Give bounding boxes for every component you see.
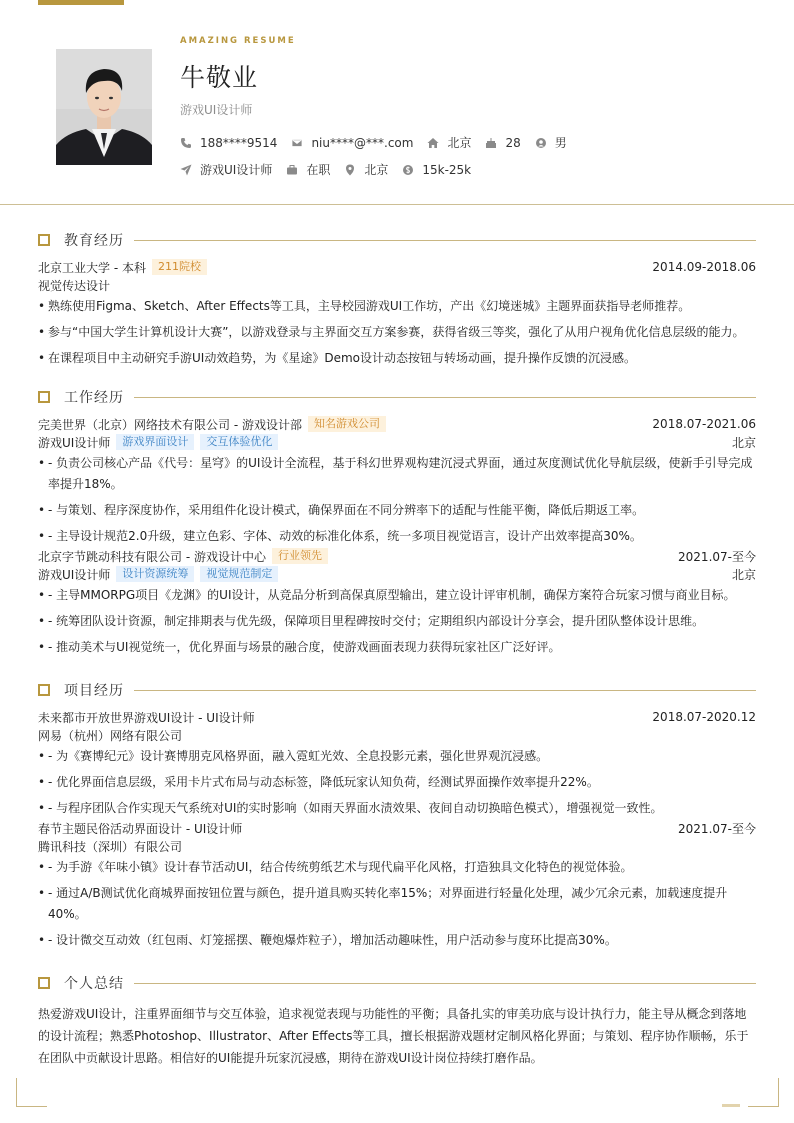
summary-section-title: 个人总结 bbox=[64, 976, 124, 992]
project-1 bbox=[38, 708, 756, 819]
work-job-2 bbox=[38, 547, 756, 658]
mail-icon bbox=[291, 137, 303, 149]
job-role-row bbox=[38, 565, 756, 583]
contact-target-job bbox=[180, 161, 272, 178]
education-section-header bbox=[38, 230, 756, 250]
list-item: • - 优化界面信息层级，采用卡片式布局与动态标签，降低玩家认知负荷，经测试界面操作效率提升22%。 bbox=[38, 772, 756, 793]
resume-tagline: AMAZING RESUME bbox=[180, 36, 296, 46]
project-bullets bbox=[38, 857, 756, 951]
contact-location bbox=[344, 161, 388, 178]
location-pin-icon bbox=[344, 164, 356, 176]
job-header-row bbox=[38, 547, 756, 565]
contact-location-text: 北京 bbox=[364, 163, 389, 177]
job-role-tag: 设计资源统筹 bbox=[116, 566, 194, 582]
job-company: 北京字节跳动科技有限公司 - 游戏设计中心 bbox=[38, 549, 266, 564]
bottom-right-corner-ornament bbox=[748, 1078, 779, 1107]
contact-email bbox=[291, 136, 413, 150]
section-square-icon bbox=[38, 234, 50, 246]
profile-photo bbox=[56, 49, 152, 165]
education-major-row bbox=[38, 276, 756, 294]
contact-phone bbox=[180, 136, 277, 150]
job-header-row bbox=[38, 415, 756, 433]
job-company-tag: 行业领先 bbox=[272, 548, 328, 564]
job-date: 2018.07-2021.06 bbox=[652, 417, 756, 431]
job-role-row bbox=[38, 433, 756, 451]
bottom-dash-ornament bbox=[722, 1104, 740, 1107]
job-bullets bbox=[38, 453, 756, 547]
project-2 bbox=[38, 819, 756, 951]
gender-icon bbox=[535, 137, 547, 149]
summary-section-header bbox=[38, 973, 756, 993]
section-square-icon bbox=[38, 391, 50, 403]
section-square-icon bbox=[38, 684, 50, 696]
list-item: • - 负责公司核心产品《代号：星穹》的UI设计全流程，基于科幻世界观构建沉浸式界面，通过灰度测试优化导航层级，使新手引导完成率提升18%。 bbox=[38, 453, 756, 495]
job-role: 游戏UI设计师 bbox=[38, 435, 111, 450]
header-divider bbox=[0, 204, 794, 205]
education-school-tag: 211院校 bbox=[152, 259, 207, 275]
project-bullets bbox=[38, 746, 756, 819]
candidate-job-title: 游戏UI设计师 bbox=[180, 103, 253, 117]
section-divider-line bbox=[134, 397, 756, 398]
list-item: • - 推动美术与UI视觉统一，优化界面与场景的融合度，使游戏画面表现力获得玩家社区广泛好评。 bbox=[38, 637, 756, 658]
contact-row-2 bbox=[180, 161, 485, 178]
contact-status bbox=[286, 161, 330, 178]
project-header-row bbox=[38, 708, 756, 726]
list-item: • - 统筹团队设计资源，制定排期表与优先级，保障项目里程碑按时交付；定期组织内部设计分享会，提升团队整体设计思维。 bbox=[38, 611, 756, 632]
contact-row-1 bbox=[180, 134, 581, 151]
education-major: 视觉传达设计 bbox=[38, 278, 111, 293]
list-item: • - 与策划、程序深度协作，采用组件化设计模式，确保界面在不同分辨率下的适配与性能平衡，降低后期返工率。 bbox=[38, 500, 756, 521]
list-item: • - 设计微交互动效（红包雨、灯笼摇摆、鞭炮爆炸粒子），增加活动趣味性，用户活动参与度环比提高30%。 bbox=[38, 930, 756, 951]
projects-section bbox=[38, 680, 756, 956]
candidate-name: 牛敬业 bbox=[180, 63, 259, 92]
summary-text: 热爱游戏UI设计，注重界面细节与交互体验，追求视觉表现与功能性的平衡；具备扎实的审美功底与设计执行力，能主导从概念到落地的设计流程；熟悉Photoshop、Illustrator、After Effects等工具，擅长根据游戏题材定制风格化界面；与策划、程序协作顺畅，乐于在团队中贡献设计思路。相信好的UI能提升玩家沉浸感，期待在游戏UI设计岗位持续打磨作品。 bbox=[38, 1007, 749, 1065]
list-item: • - 主导设计规范2.0升级，建立色彩、字体、动效的标准化体系，统一多项目视觉语言，设计产出效率提高30%。 bbox=[38, 526, 756, 547]
education-date: 2014.09-2018.06 bbox=[652, 260, 756, 274]
job-location: 北京 bbox=[731, 567, 756, 582]
job-role: 游戏UI设计师 bbox=[38, 567, 111, 582]
project-company-row bbox=[38, 837, 756, 855]
education-school: 北京工业大学 - 本科 bbox=[38, 260, 146, 275]
work-section bbox=[38, 387, 756, 663]
project-header-row bbox=[38, 819, 756, 837]
education-bullets bbox=[38, 296, 756, 369]
contact-age-text: 28 bbox=[505, 135, 521, 150]
education-section bbox=[38, 230, 756, 374]
contact-salary-text: 15k-25k bbox=[422, 162, 472, 177]
contact-city-text: 北京 bbox=[447, 136, 472, 150]
list-item: • 在课程项目中主动研究手游UI动效趋势，为《星途》Demo设计动态按钮与转场动画，提升操作反馈的沉浸感。 bbox=[38, 348, 756, 369]
home-icon bbox=[427, 137, 439, 149]
list-item: • - 与程序团队合作实现天气系统对UI的实时影响（如雨天界面水渍效果、夜间自动切换暗色模式），增强视觉一致性。 bbox=[38, 798, 756, 819]
contact-status-text: 在职 bbox=[306, 163, 331, 177]
project-company: 腾讯科技（深圳）有限公司 bbox=[38, 839, 183, 854]
job-date: 2021.07-至今 bbox=[678, 549, 756, 564]
job-company: 完美世界（北京）网络技术有限公司 - 游戏设计部 bbox=[38, 417, 302, 432]
work-job-1 bbox=[38, 415, 756, 547]
summary-section bbox=[38, 973, 756, 1069]
projects-section-title: 项目经历 bbox=[64, 683, 124, 699]
list-item: • 熟练使用Figma、Sketch、After Effects等工具，主导校园游戏UI工作坊，产出《幻境迷城》主题界面获指导老师推荐。 bbox=[38, 296, 756, 317]
phone-icon bbox=[180, 137, 192, 149]
section-square-icon bbox=[38, 977, 50, 989]
job-role-tag: 视觉规范制定 bbox=[200, 566, 278, 582]
list-item: • - 主导MMORPG项目《龙渊》的UI设计，从竞品分析到高保真原型输出，建立设计评审机制，确保方案符合玩家习惯与商业目标。 bbox=[38, 585, 756, 606]
project-company: 网易（杭州）网络有限公司 bbox=[38, 728, 183, 743]
project-name: 未来都市开放世界游戏UI设计 - UI设计师 bbox=[38, 710, 255, 725]
avatar-illustration bbox=[56, 49, 152, 165]
cake-icon bbox=[485, 137, 497, 149]
contact-gender bbox=[535, 134, 567, 151]
contact-salary bbox=[402, 163, 471, 177]
list-item: • - 为手游《年味小镇》设计春节活动UI，结合传统剪纸艺术与现代扁平化风格，打造独具文化特色的视觉体验。 bbox=[38, 857, 756, 878]
work-section-title: 工作经历 bbox=[64, 390, 124, 406]
briefcase-icon bbox=[286, 164, 298, 176]
project-company-row bbox=[38, 726, 756, 744]
salary-icon bbox=[402, 164, 414, 176]
education-entry-row bbox=[38, 258, 756, 276]
list-item: • - 为《赛博纪元》设计赛博朋克风格界面，融入霓虹光效、全息投影元素，强化世界观沉浸感。 bbox=[38, 746, 756, 767]
list-item: • 参与“中国大学生计算机设计大赛”，以游戏登录与主界面交互方案参赛，获得省级三等奖，强化了从用户视角优化信息层级的能力。 bbox=[38, 322, 756, 343]
job-location: 北京 bbox=[731, 435, 756, 450]
project-date: 2021.07-至今 bbox=[678, 821, 756, 836]
project-name: 春节主题民俗活动界面设计 - UI设计师 bbox=[38, 821, 243, 836]
contact-target-job-text: 游戏UI设计师 bbox=[200, 163, 273, 177]
section-divider-line bbox=[134, 690, 756, 691]
section-divider-line bbox=[134, 240, 756, 241]
education-section-title: 教育经历 bbox=[64, 233, 124, 249]
job-bullets bbox=[38, 585, 756, 658]
list-item: • - 通过A/B测试优化商城界面按钮位置与颜色，提升道具购买转化率15%；对界面进行轻量化处理，减少冗余元素，加载速度提升40%。 bbox=[38, 883, 756, 925]
projects-section-header bbox=[38, 680, 756, 700]
contact-age bbox=[485, 136, 520, 150]
section-divider-line bbox=[134, 983, 756, 984]
work-section-header bbox=[38, 387, 756, 407]
contact-phone-text: 188****9514 bbox=[200, 135, 278, 150]
contact-gender-text: 男 bbox=[554, 136, 567, 150]
job-company-tag: 知名游戏公司 bbox=[308, 416, 386, 432]
bottom-left-corner-ornament bbox=[16, 1078, 47, 1107]
top-accent-bar bbox=[38, 0, 124, 5]
contact-email-text: niu****@***.com bbox=[311, 135, 414, 150]
send-icon bbox=[180, 164, 192, 176]
project-date: 2018.07-2020.12 bbox=[652, 710, 756, 724]
job-role-tag: 交互体验优化 bbox=[200, 434, 278, 450]
job-role-tag: 游戏界面设计 bbox=[116, 434, 194, 450]
contact-home bbox=[427, 134, 471, 151]
